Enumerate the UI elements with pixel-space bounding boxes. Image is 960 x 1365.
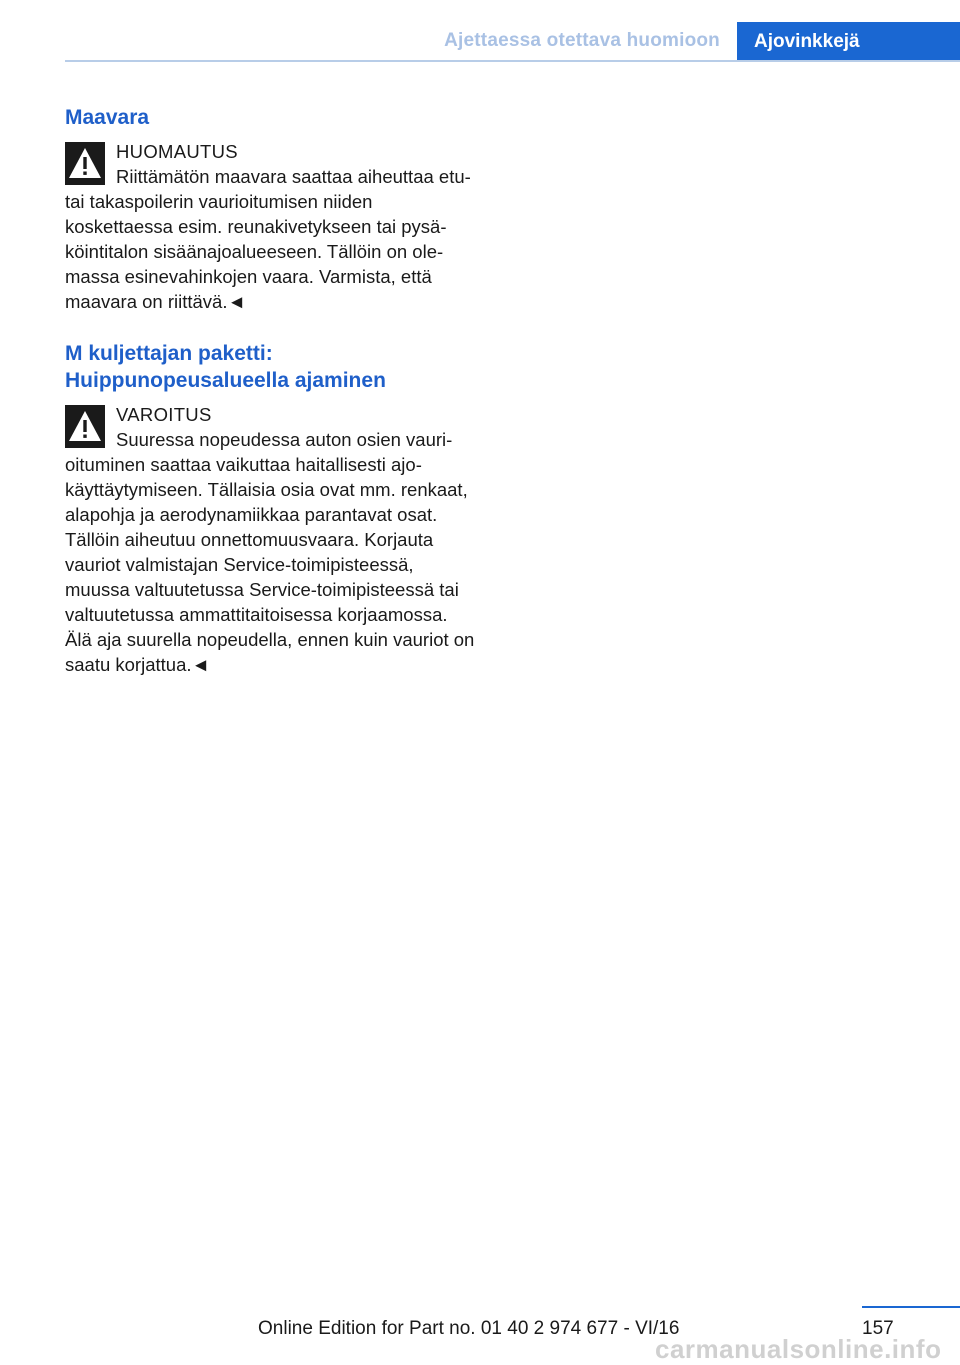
warning-block bbox=[65, 402, 477, 677]
warning-triangle-icon bbox=[65, 142, 105, 185]
warning-text: Suuressa nopeudessa auton osien vaurioituminen saattaa vaikuttaa haitallisesti ajokäyttäytymiseen. Tällaisia osia ovat mm. renkaat, alapohja ja aerodynamiikkaa parantavat osat. Tällöin aiheutuu onnettomuusvaara. Korjauta vauriot valmistajan Service-toimipisteessä, muussa valtuutetussa Service-toimipisteessä tai valtuutetussa ammattitaitoisessa korjaamossa. Älä aja suurella nopeudella, ennen kuin vauriot on saatu korjattua.◄ bbox=[65, 429, 475, 675]
warning-triangle-icon bbox=[65, 405, 105, 448]
watermark: carmanualsonline.info bbox=[655, 1334, 942, 1364]
header-rule bbox=[65, 60, 960, 62]
edition-text: Online Edition for Part no. 01 40 2 974 677 - VI/16 bbox=[258, 1318, 680, 1339]
footer-rule bbox=[862, 1306, 960, 1308]
notice-text: Riittämätön maavara saattaa aiheuttaa etu- tai takaspoilerin vaurioitumisen niiden koskettaessa esim. reunakivetykseen tai pysäköintitalon sisäänajoalueeseen. Tällöin on olemassa esinevahinkojen vaara. Varmista, että maavara on riittävä.◄ bbox=[65, 166, 471, 312]
warning-label: VAROITUS bbox=[116, 404, 212, 425]
notice-label: HUOMAUTUS bbox=[116, 141, 238, 162]
header-section-title: Ajettaessa otettava huomioon bbox=[444, 30, 720, 51]
page-number: 157 bbox=[862, 1318, 894, 1339]
page-content bbox=[65, 104, 477, 677]
notice-block bbox=[65, 139, 477, 314]
section-title-m-driver-package: M kuljettajan paketti: Huippunopeusalueella ajaminen bbox=[65, 342, 386, 392]
section-title-maavara: Maavara bbox=[65, 106, 150, 129]
header-chapter-tab: Ajovinkkejä bbox=[737, 22, 960, 62]
